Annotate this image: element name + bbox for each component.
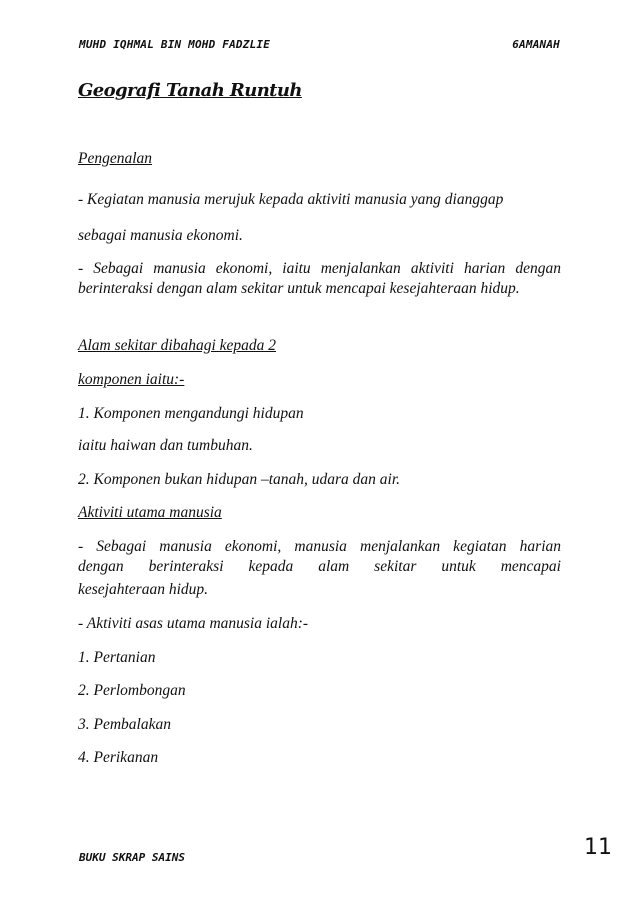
list-item: 3. Pembalakan — [78, 716, 171, 733]
component-1-line-1: 1. Komponen mengandungi hidupan — [78, 405, 304, 422]
class-name: 6AMANAH — [512, 38, 560, 51]
intro-line-1: - Kegiatan manusia merujuk kepada aktiviti manusia yang dianggap — [78, 191, 504, 208]
intro-heading: Pengenalan — [78, 150, 153, 167]
list-item: 4. Perikanan — [78, 749, 159, 766]
activity-paragraph-line-3: kesejahteraan hidup. — [78, 581, 209, 598]
intro-paragraph: - Sebagai manusia ekonomi, iaitu menjalankan aktiviti harian dengan berinteraksi dengan alam sekitar untuk mencapai kesejahteraan hidup. — [78, 260, 561, 297]
environment-heading-line-2: komponen iaitu:- — [78, 371, 185, 388]
activity-paragraph-line-1: - Sebagai manusia ekonomi, manusia menjalankan kegiatan harian — [78, 538, 561, 555]
list-item: 1. Pertanian — [78, 649, 156, 666]
component-2: 2. Komponen bukan hidupan –tanah, udara dan air. — [78, 471, 401, 488]
intro-line-2: sebagai manusia ekonomi. — [78, 227, 243, 244]
document-title: Geografi Tanah Runtuh — [78, 80, 302, 101]
list-item: 2. Perlombongan — [78, 682, 186, 699]
page-number: 11 — [584, 835, 612, 860]
component-1-line-2: iaitu haiwan dan tumbuhan. — [78, 437, 253, 454]
environment-heading-line-1: Alam sekitar dibahagi kepada 2 — [78, 337, 277, 354]
footer-label: BUKU SKRAP SAINS — [79, 851, 185, 864]
activity-intro: - Aktiviti asas utama manusia ialah:- — [78, 615, 309, 632]
activity-paragraph-line-2: dengan berinteraksi kepada alam sekitar untuk mencapai — [78, 558, 561, 575]
author-name: MUHD IQHMAL BIN MOHD FADZLIE — [79, 38, 271, 51]
activity-heading: Aktiviti utama manusia — [78, 504, 222, 521]
